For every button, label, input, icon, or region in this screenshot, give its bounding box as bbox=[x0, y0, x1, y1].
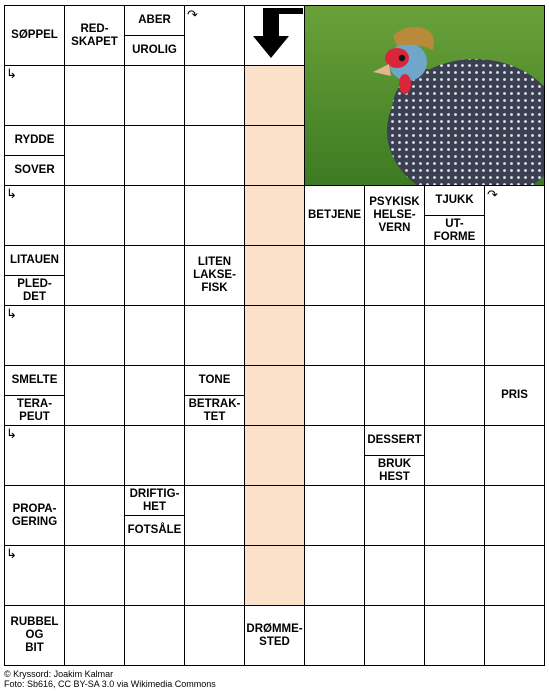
answer-cell[interactable] bbox=[184, 545, 245, 606]
highlighted-answer-cell[interactable] bbox=[244, 365, 305, 426]
highlighted-answer-cell[interactable] bbox=[244, 425, 305, 486]
answer-cell[interactable] bbox=[184, 125, 245, 186]
answer-cell[interactable] bbox=[304, 485, 365, 546]
clue-dessert: DESSERT bbox=[364, 425, 425, 456]
start-arrow-cell bbox=[244, 5, 305, 66]
answer-cell[interactable] bbox=[124, 65, 185, 126]
answer-cell[interactable] bbox=[304, 245, 365, 306]
clue-terapeut: TERA- PEUT bbox=[4, 395, 65, 426]
clue-driftighet: DRIFTIG- HET bbox=[124, 485, 185, 516]
answer-cell[interactable] bbox=[64, 545, 125, 606]
answer-cell[interactable] bbox=[64, 125, 125, 186]
highlighted-answer-cell[interactable] bbox=[244, 305, 305, 366]
answer-cell[interactable] bbox=[184, 185, 245, 246]
answer-cell[interactable] bbox=[124, 365, 185, 426]
arrow-down-right-icon: ↳ bbox=[6, 66, 17, 81]
answer-cell[interactable] bbox=[484, 545, 545, 606]
answer-cell[interactable] bbox=[304, 605, 365, 666]
answer-cell[interactable] bbox=[184, 305, 245, 366]
highlighted-answer-cell[interactable] bbox=[244, 65, 305, 126]
credits bbox=[4, 669, 216, 689]
answer-cell[interactable] bbox=[124, 185, 185, 246]
clue-liten-laksefisk: LITEN LAKSE- FISK bbox=[184, 245, 245, 306]
arrow-down-right-icon: ↳ bbox=[6, 426, 17, 441]
answer-cell[interactable] bbox=[64, 365, 125, 426]
answer-cell[interactable] bbox=[64, 425, 125, 486]
answer-cell[interactable] bbox=[364, 545, 425, 606]
clue-litauen: LITAUEN bbox=[4, 245, 65, 276]
answer-cell[interactable] bbox=[364, 365, 425, 426]
answer-cell[interactable] bbox=[124, 125, 185, 186]
answer-cell[interactable] bbox=[364, 605, 425, 666]
answer-cell[interactable] bbox=[484, 305, 545, 366]
answer-cell[interactable] bbox=[484, 425, 545, 486]
clue-pris: PRIS bbox=[484, 365, 545, 426]
answer-cell[interactable] bbox=[364, 245, 425, 306]
highlighted-answer-cell[interactable] bbox=[244, 185, 305, 246]
clue-fotsale: FOTSÅLE bbox=[124, 515, 185, 546]
clue-sover: SOVER bbox=[4, 155, 65, 186]
answer-cell[interactable] bbox=[304, 305, 365, 366]
answer-cell[interactable] bbox=[64, 245, 125, 306]
clue-rydde: RYDDE bbox=[4, 125, 65, 156]
big-down-left-arrow-icon bbox=[245, 6, 305, 66]
clue-tjukk: TJUKK bbox=[424, 185, 485, 216]
answer-cell[interactable] bbox=[304, 365, 365, 426]
guineafowl-photo bbox=[304, 5, 545, 186]
arrow-down-right-icon: ↳ bbox=[6, 306, 17, 321]
answer-cell[interactable] bbox=[364, 485, 425, 546]
clue-betraktet: BETRAK- TET bbox=[184, 395, 245, 426]
answer-cell[interactable] bbox=[124, 545, 185, 606]
answer-cell[interactable] bbox=[124, 605, 185, 666]
answer-cell[interactable] bbox=[424, 245, 485, 306]
answer-cell[interactable] bbox=[424, 485, 485, 546]
answer-cell[interactable] bbox=[64, 485, 125, 546]
arrow-right-down-icon: ↷ bbox=[187, 7, 198, 22]
highlighted-answer-cell[interactable] bbox=[244, 245, 305, 306]
answer-cell[interactable] bbox=[364, 305, 425, 366]
highlighted-answer-cell[interactable] bbox=[244, 545, 305, 606]
clue-rubbel-og-bit: RUBBEL OG BIT bbox=[4, 605, 65, 666]
answer-cell[interactable] bbox=[484, 605, 545, 666]
answer-cell[interactable] bbox=[424, 365, 485, 426]
highlighted-answer-cell[interactable] bbox=[244, 125, 305, 186]
arrow-right-down-icon: ↷ bbox=[487, 187, 498, 202]
clue-smelte: SMELTE bbox=[4, 365, 65, 396]
answer-cell[interactable] bbox=[424, 305, 485, 366]
answer-cell[interactable] bbox=[484, 245, 545, 306]
answer-cell[interactable] bbox=[424, 545, 485, 606]
clue-brukhest: BRUK HEST bbox=[364, 455, 425, 486]
answer-cell[interactable] bbox=[64, 65, 125, 126]
clue-betjene: BETJENE bbox=[304, 185, 365, 246]
clue-psykisk-helsevern: PSYKISK HELSE- VERN bbox=[364, 185, 425, 246]
answer-cell[interactable] bbox=[184, 485, 245, 546]
answer-cell[interactable] bbox=[424, 425, 485, 486]
answer-cell[interactable] bbox=[124, 305, 185, 366]
answer-cell[interactable] bbox=[64, 305, 125, 366]
clue-utforme: UT- FORME bbox=[424, 215, 485, 246]
arrow-down-right-icon: ↳ bbox=[6, 546, 17, 561]
arrow-down-right-icon: ↳ bbox=[6, 186, 17, 201]
clue-tone: TONE bbox=[184, 365, 245, 396]
answer-cell[interactable] bbox=[124, 245, 185, 306]
credits-crossword-author: © Kryssord: Joakim Kalmar bbox=[4, 669, 114, 679]
answer-cell[interactable] bbox=[304, 545, 365, 606]
answer-cell[interactable] bbox=[184, 425, 245, 486]
clue-drommested: DRØMME- STED bbox=[244, 605, 305, 666]
answer-cell[interactable] bbox=[304, 425, 365, 486]
clue-urolig: UROLIG bbox=[124, 35, 185, 66]
answer-cell[interactable] bbox=[424, 605, 485, 666]
clue-redskapet: RED- SKAPET bbox=[64, 5, 125, 66]
answer-cell[interactable] bbox=[184, 605, 245, 666]
credits-photo: Foto: Sb616, CC BY-SA 3.0 via Wikimedia Commons bbox=[4, 679, 216, 689]
answer-cell[interactable] bbox=[184, 65, 245, 126]
clue-aber: ABER bbox=[124, 5, 185, 36]
clue-soppel: SØPPEL bbox=[4, 5, 65, 66]
highlighted-answer-cell[interactable] bbox=[244, 485, 305, 546]
answer-cell[interactable] bbox=[124, 425, 185, 486]
clue-pleddet: PLED- DET bbox=[4, 275, 65, 306]
answer-cell[interactable] bbox=[64, 605, 125, 666]
clue-propagering: PROPA- GERING bbox=[4, 485, 65, 546]
answer-cell[interactable] bbox=[484, 485, 545, 546]
answer-cell[interactable] bbox=[64, 185, 125, 246]
